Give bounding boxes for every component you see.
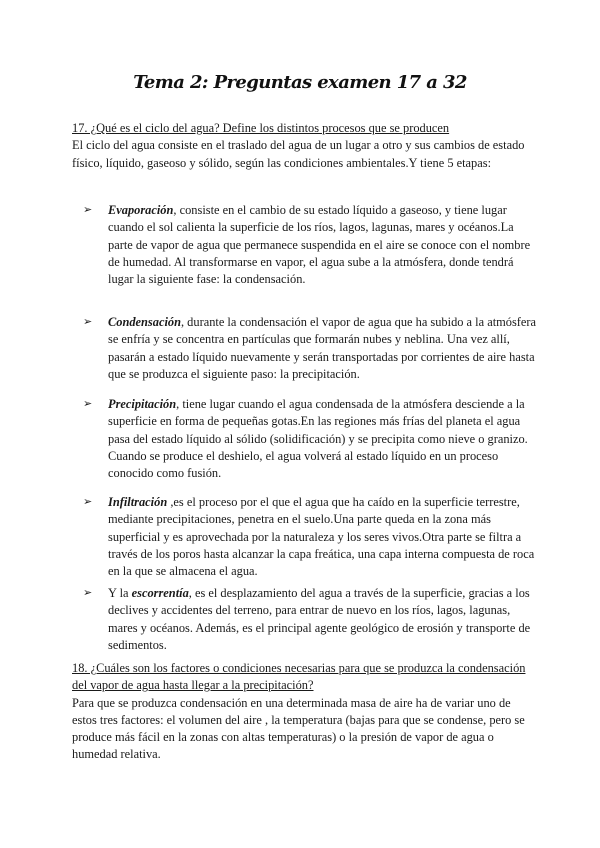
item-term: Condensación	[108, 315, 181, 329]
bullet-arrow-icon: ➢	[83, 398, 93, 410]
question-18-answer: Para que se produzca condensación en una determinada masa de aire ha de variar uno de estos tres factores: el volumen del aire , la temperatura (bajas para que se condense, pero se produce más fácil en la zonas con altas temperaturas) o la presión de vapor de agua o humedad relativa.	[72, 695, 525, 762]
item-text: ,es el proceso por el que el agua que ha caído en la superficie terrestre, mediante precipitaciones, penetra en el suelo.Una parte queda en la zona más superficial y es aprovechada por la naturaleza y los seres vivos.Otra parte se filtra a través de los poros hasta alcanzar la capa freática, una capa interna compuesta de roca en la que se almacena el agua.	[108, 495, 535, 579]
question-18-heading: 18. ¿Cuáles son los factores o condiciones necesarias para que se produzca la condensación del vapor de agua hasta llegar a la precipitación?	[72, 661, 526, 693]
list-item-escorrentia	[83, 585, 538, 654]
bullet-arrow-icon: ➢	[83, 587, 93, 599]
item-text: , es el desplazamiento del agua a través de la superficie, gracias a los declives y accidentes del terreno, para entrar de nuevo en los ríos, lagos, lagunas, mares y océanos. Además, es el principal agente geológico de erosión y transporte de sedimentos.	[108, 586, 531, 652]
item-term: Evaporación	[108, 203, 174, 217]
bullet-arrow-icon: ➢	[83, 204, 93, 216]
item-text: , durante la condensación el vapor de agua que ha subido a la atmósfera se enfría y se concentra en partículas que formarán nubes y neblina. Una vez allí, pasarán a estado líquido nuevamente y serán transportadas por corrientes de aire hasta que se produzca el siguiente paso: la precipitación.	[108, 315, 537, 381]
item-term: escorrentía	[131, 586, 189, 600]
question-18	[72, 660, 534, 764]
item-term: Infiltración	[108, 495, 168, 509]
list-item-precipitacion	[83, 396, 538, 482]
list-item-evaporacion	[83, 202, 538, 288]
bullet-arrow-icon: ➢	[83, 496, 93, 508]
item-text: , tiene lugar cuando el agua condensada de la atmósfera desciende a la superficie en forma de pequeñas gotas.En las regiones más frías del planeta el agua pasa del estado líquido al sólido (solidificación) y se precipita como nieve o granizo. Cuando se produce el deshielo, el agua volverá al estado líquido en un proceso conocido como fusión.	[108, 397, 528, 481]
document-title: Tema 2: Preguntas examen 17 a 32	[133, 72, 467, 93]
question-17-heading: 17. ¿Qué es el ciclo del agua? Define los distintos procesos que se producen	[72, 121, 450, 135]
item-text: , consiste en el cambio de su estado líquido a gaseoso, y tiene lugar cuando el sol calienta la superficie de los ríos, lagos, lagunas, mares y océanos.La parte de vapor de agua que permanece suspendida en el aire se conoce con el nombre de humedad. Al transformarse en vapor, el agua sube a la atmósfera, donde tendrá lugar la siguiente fase: la condensación.	[108, 203, 531, 287]
item-term: Precipitación	[108, 397, 177, 411]
list-item-condensacion	[83, 314, 538, 383]
question-17	[72, 120, 534, 172]
question-17-intro: El ciclo del agua consiste en el traslado del agua de un lugar a otro y sus cambios de estado físico, líquido, gaseoso y sólido, según las condiciones ambientales.Y tiene 5 etapas:	[72, 138, 525, 170]
bullet-arrow-icon: ➢	[83, 316, 93, 328]
list-item-infiltracion	[83, 494, 538, 580]
item-prefix: Y la	[108, 586, 132, 600]
